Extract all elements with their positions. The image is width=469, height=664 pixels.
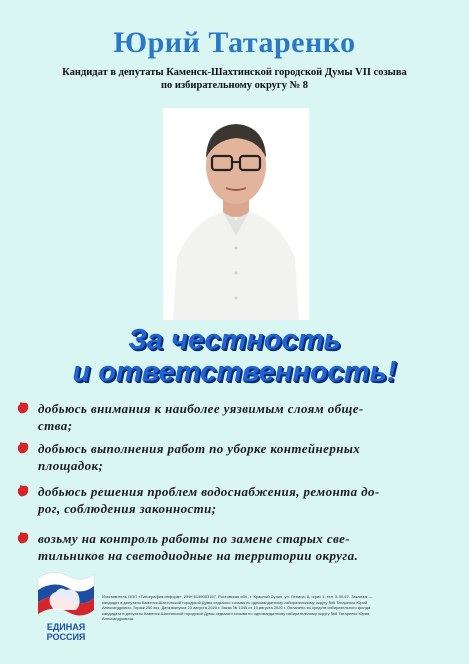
promise-line-1: добьюсь внимания к наиболее уязвимым слоям обще- (38, 401, 364, 416)
promise-line-1: добьюсь выполнения работ по уборке контейнерных (38, 441, 361, 456)
promise-item (38, 440, 438, 474)
promise-line-1: возьму на контроль работы по замене старых све- (38, 531, 350, 546)
campaign-slogan (0, 324, 469, 388)
promise-line-1: добьюсь решения проблем водоснабжения, ремонта до- (38, 484, 380, 499)
party-bear-bullet-icon (16, 401, 30, 415)
promise-item (38, 483, 438, 517)
promise-line-2: тильников на светодиодные на территории округа. (38, 548, 359, 563)
logo-text-line-1: ЕДИНАЯ (46, 622, 86, 632)
promise-item (38, 530, 438, 564)
party-bear-bullet-icon (16, 484, 30, 498)
imprint-line-5: Александровича. (102, 616, 135, 621)
candidate-subtitle (20, 66, 449, 92)
imprint-line-4: кандидата в депутаты Каменск-Шахтинской городской Думы седьмого созыва по одномандатному избирательному округу №8 Татаренко Юрия (102, 610, 370, 616)
promise-item (38, 400, 438, 434)
promise-line-2: рог, соблюдения законности; (38, 501, 217, 516)
promise-line-2: площадок; (38, 458, 104, 473)
party-bear-bullet-icon (16, 531, 30, 545)
party-flag-bear-logo-icon (34, 564, 98, 620)
imprint-line-3: Александрович. Тираж 250 экз. Дата выпуска 23 августа 2020 г. Заказ № 1345 от 19 августа 2020 г. Оплачено из средств избирательного фонда (102, 605, 371, 610)
candidate-name: Юрий Татаренко (113, 26, 356, 59)
candidate-photo (163, 108, 309, 320)
subtitle-line-1: Кандидат в депутаты Каменск-Шахтинской городской Думы VII созыва (62, 67, 407, 78)
imprint-text (102, 594, 452, 622)
slogan-line-2: и ответственность! (72, 356, 397, 388)
candidate-portrait-image (163, 108, 309, 320)
slogan-line-1: За честность (128, 324, 341, 356)
party-bear-bullet-icon (16, 441, 30, 455)
imprint-line-2: кандидат в депутаты Каменск-Шахтинской городской Думы седьмого созыва по одномандатному избирательному округу №8 Татаренко Юрий (102, 599, 368, 605)
subtitle-line-2: по избирательному округу № 8 (160, 80, 309, 91)
imprint-line-1: Изготовитель ООО «Типография-информ», ИНН 6149003157, Ростовская обл., г. Красный Сулин, ул. Ленина, 8, офис 1, тел. 5-30-57. Заказчик — (102, 594, 373, 599)
party-logo (34, 564, 98, 642)
logo-text-line-2: РОССИЯ (46, 632, 86, 642)
promise-line-2: ства; (38, 418, 73, 433)
